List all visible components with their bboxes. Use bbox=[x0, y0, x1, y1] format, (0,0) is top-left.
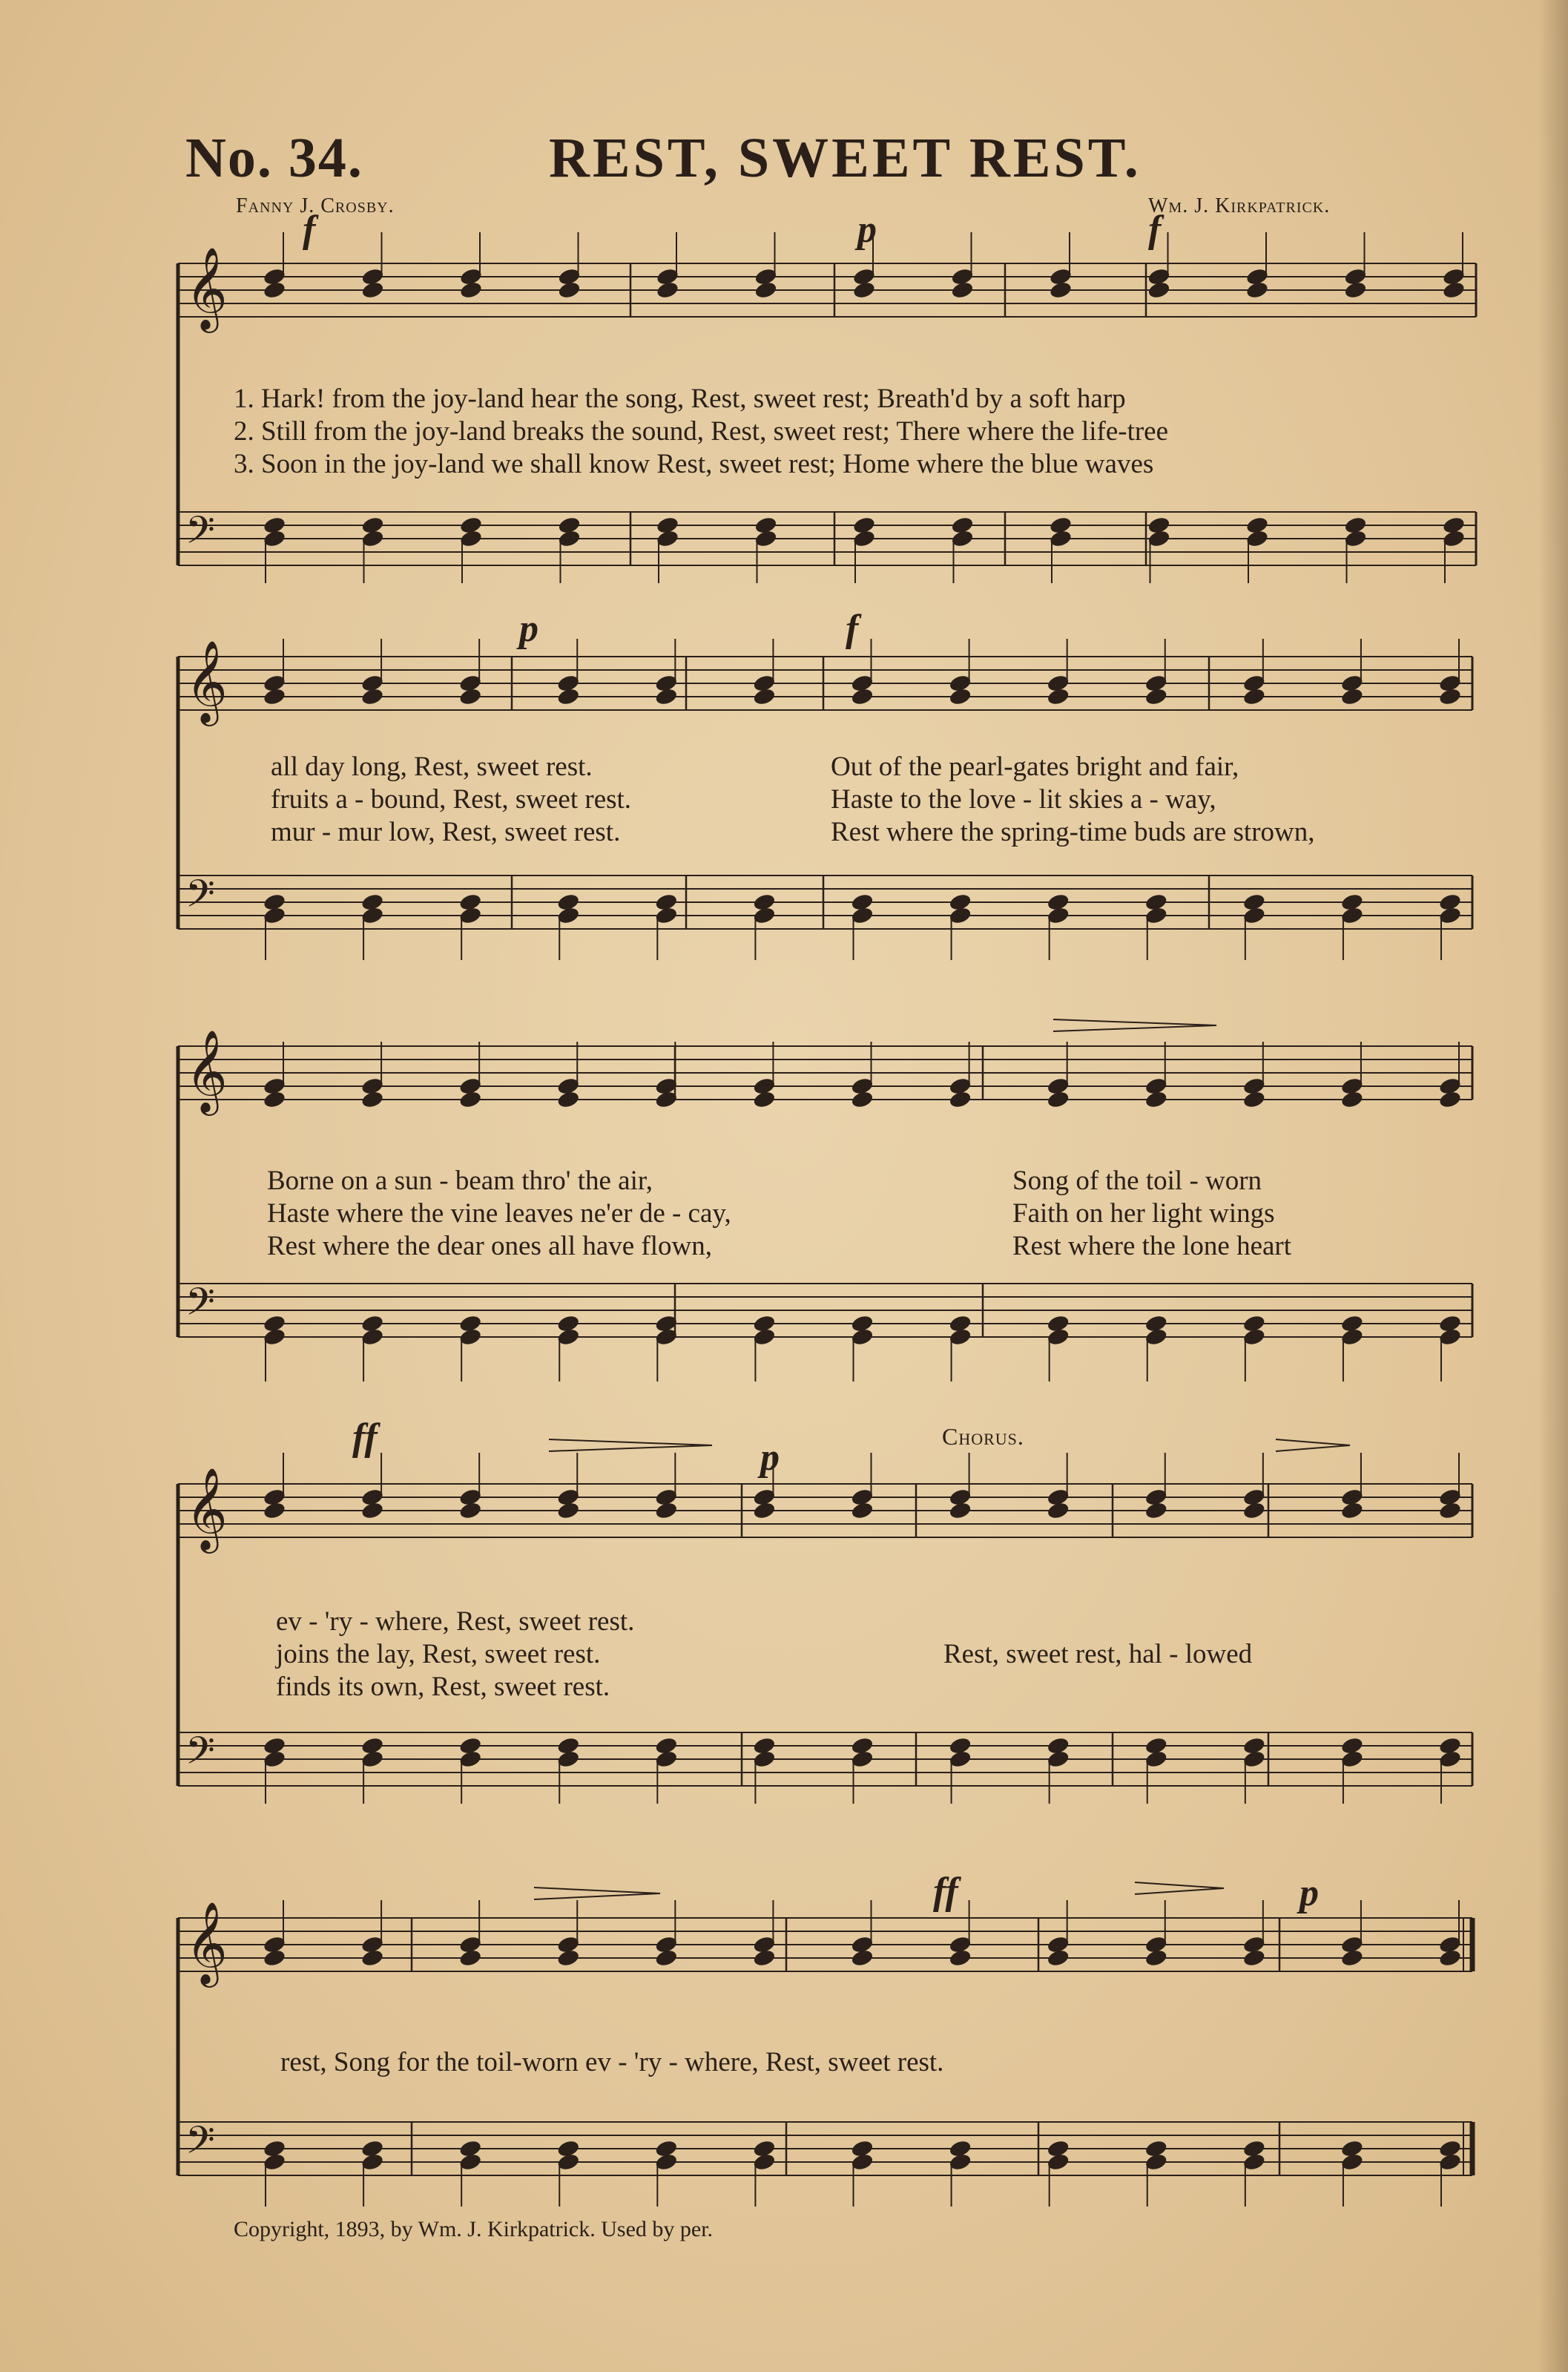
dynamic-mark: p bbox=[760, 1436, 780, 1479]
lyric-line: Haste where the vine leaves ne'er de - cay, bbox=[267, 1198, 731, 1229]
lyric-line: finds its own, Rest, sweet rest. bbox=[276, 1672, 610, 1702]
dynamic-mark: f bbox=[303, 208, 316, 251]
notehead bbox=[1242, 687, 1266, 706]
notehead bbox=[360, 1948, 384, 1968]
notehead bbox=[1242, 1948, 1266, 1968]
notehead bbox=[458, 1090, 482, 1109]
notehead bbox=[263, 687, 286, 706]
notehead bbox=[1046, 1948, 1070, 1968]
notehead bbox=[654, 687, 678, 706]
lyric-line: all day long, Rest, sweet rest. bbox=[271, 752, 593, 782]
lyric-line: Rest where the dear ones all have flown, bbox=[267, 1231, 713, 1261]
dynamic-mark: f bbox=[846, 608, 859, 650]
dynamic-mark: p bbox=[857, 208, 877, 251]
notehead bbox=[360, 1090, 384, 1109]
treble-clef-icon: 𝄞 bbox=[185, 640, 228, 723]
notehead bbox=[263, 1948, 286, 1968]
notehead bbox=[752, 1090, 776, 1109]
hymn-composer: Wm. J. Kirkpatrick. bbox=[1148, 194, 1331, 217]
notehead bbox=[654, 1501, 678, 1520]
hairpin-icon bbox=[1053, 1019, 1216, 1031]
notehead bbox=[754, 280, 777, 300]
notehead bbox=[852, 280, 876, 300]
notehead bbox=[656, 280, 679, 300]
notehead bbox=[459, 280, 483, 300]
notehead bbox=[948, 1090, 972, 1109]
notehead bbox=[263, 1090, 286, 1109]
notehead bbox=[948, 687, 972, 706]
notehead bbox=[752, 1501, 776, 1520]
notehead bbox=[654, 1948, 678, 1968]
notehead bbox=[556, 1501, 580, 1520]
lyric-line: 1. Hark! from the joy-land hear the song, Rest, sweet rest; Breath'd by a soft harp bbox=[234, 384, 1126, 414]
dynamic-mark: ff bbox=[933, 1870, 958, 1913]
hairpin-icon bbox=[1135, 1882, 1224, 1894]
notehead bbox=[1144, 1948, 1168, 1968]
hairpin-icon bbox=[1276, 1439, 1350, 1451]
notehead bbox=[1438, 687, 1462, 706]
hymn-title: REST, SWEET REST. bbox=[549, 127, 1142, 189]
notehead bbox=[557, 280, 581, 300]
notehead bbox=[1144, 687, 1168, 706]
notehead bbox=[948, 1948, 972, 1968]
treble-clef-icon: 𝄞 bbox=[185, 1029, 228, 1112]
notehead bbox=[1242, 1090, 1266, 1109]
dynamic-mark: p bbox=[1299, 1872, 1319, 1914]
lyric-line: rest, Song for the toil-worn ev - 'ry - where, Rest, sweet rest. bbox=[280, 2047, 944, 2077]
notehead bbox=[752, 1948, 776, 1968]
lyric-line: Rest where the lone heart bbox=[1012, 1231, 1292, 1261]
notehead bbox=[263, 280, 286, 300]
notehead bbox=[1343, 280, 1367, 300]
hairpin-icon bbox=[549, 1439, 712, 1451]
lyric-line: Haste to the love - lit skies a - way, bbox=[831, 784, 1216, 815]
notehead bbox=[1049, 280, 1073, 300]
lyric-line: 2. Still from the joy-land breaks the sound, Rest, sweet rest; There where the life-tree bbox=[234, 416, 1169, 447]
lyric-line: Song of the toil - worn bbox=[1012, 1166, 1262, 1196]
notehead bbox=[850, 1948, 874, 1968]
notehead bbox=[850, 1501, 874, 1520]
notehead bbox=[1438, 1501, 1462, 1520]
notehead bbox=[948, 1501, 972, 1520]
notehead bbox=[1442, 280, 1466, 300]
notehead bbox=[360, 280, 384, 300]
lyric-line: Out of the pearl-gates bright and fair, bbox=[831, 752, 1239, 782]
notehead bbox=[556, 1948, 580, 1968]
notehead bbox=[950, 280, 974, 300]
dynamic-mark: p bbox=[519, 608, 538, 650]
notehead bbox=[850, 1090, 874, 1109]
notehead bbox=[1340, 1090, 1364, 1109]
notehead bbox=[1438, 1948, 1462, 1968]
dynamic-mark: f bbox=[1148, 208, 1162, 251]
notehead bbox=[1245, 280, 1269, 300]
notehead bbox=[1144, 1090, 1168, 1109]
chorus-label: Chorus. bbox=[942, 1423, 1024, 1450]
treble-clef-icon: 𝄞 bbox=[185, 246, 228, 329]
notehead bbox=[458, 1501, 482, 1520]
notehead bbox=[556, 687, 580, 706]
lyric-line: Faith on her light wings bbox=[1012, 1198, 1275, 1229]
bass-clef-icon: 𝄢 bbox=[185, 1728, 215, 1782]
notehead bbox=[263, 1501, 286, 1520]
lyric-line: 3. Soon in the joy-land we shall know Rest, sweet rest; Home where the blue waves bbox=[234, 449, 1154, 479]
bass-clef-icon: 𝄢 bbox=[185, 1279, 215, 1333]
hymn-number: No. 34. bbox=[185, 127, 363, 189]
lyric-line: Borne on a sun - beam thro' the air, bbox=[267, 1166, 653, 1196]
hairpin-icon bbox=[534, 1888, 660, 1899]
lyric-line: Rest, sweet rest, hal - lowed bbox=[943, 1639, 1253, 1669]
notehead bbox=[1147, 280, 1170, 300]
notehead bbox=[458, 687, 482, 706]
notehead bbox=[556, 1090, 580, 1109]
notehead bbox=[1340, 1501, 1364, 1520]
notehead bbox=[752, 687, 776, 706]
treble-clef-icon: 𝄞 bbox=[185, 1467, 228, 1550]
lyric-line: joins the lay, Rest, sweet rest. bbox=[276, 1639, 601, 1669]
bass-clef-icon: 𝄢 bbox=[185, 507, 215, 562]
notehead bbox=[1046, 687, 1070, 706]
treble-clef-icon: 𝄞 bbox=[185, 1901, 228, 1984]
lyric-line: fruits a - bound, Rest, sweet rest. bbox=[271, 784, 632, 815]
notehead bbox=[850, 687, 874, 706]
notehead bbox=[360, 1501, 384, 1520]
lyric-line: Rest where the spring-time buds are strown, bbox=[831, 817, 1315, 847]
notehead bbox=[1046, 1090, 1070, 1109]
notehead bbox=[1046, 1501, 1070, 1520]
notehead bbox=[1340, 1948, 1364, 1968]
notehead bbox=[458, 1948, 482, 1968]
dynamic-mark: ff bbox=[352, 1416, 378, 1459]
copyright-notice: Copyright, 1893, by Wm. J. Kirkpatrick. Used by per. bbox=[234, 2217, 714, 2241]
lyric-line: mur - mur low, Rest, sweet rest. bbox=[271, 817, 621, 847]
notehead bbox=[360, 687, 384, 706]
hymn-author: Fanny J. Crosby. bbox=[236, 194, 395, 217]
lyric-line: ev - 'ry - where, Rest, sweet rest. bbox=[276, 1606, 635, 1637]
notehead bbox=[1438, 1090, 1462, 1109]
notehead bbox=[1144, 1501, 1168, 1520]
notehead bbox=[1340, 687, 1364, 706]
bass-clef-icon: 𝄢 bbox=[185, 2118, 215, 2172]
notehead bbox=[1242, 1501, 1266, 1520]
bass-clef-icon: 𝄢 bbox=[185, 871, 215, 925]
